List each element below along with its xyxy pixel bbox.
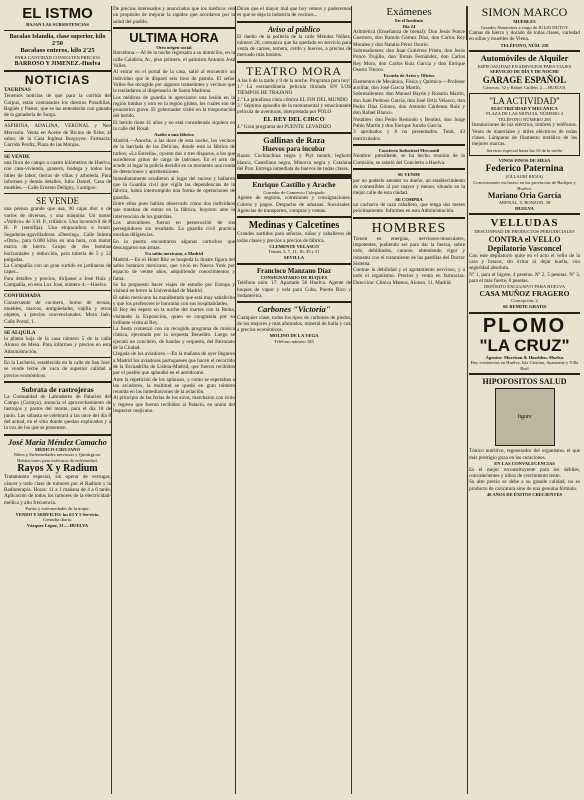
ad-gallinas-sub: Huevos para incubar — [262, 145, 326, 154]
ad-camas: Camas de hierro y dorado de todas clases, variedad en sillas y muebles de Viena. — [469, 30, 580, 43]
ad-la-actividad: "LA ACTIVIDAD" — [489, 95, 560, 106]
ad-plaza: PLAZA DE LAS MONJAS, NÚMERO 4 — [486, 111, 563, 117]
ad-garage-addr: Cánovas, 52 y Rafael Guillén, 2.—HUELVA — [483, 85, 566, 91]
heading-se-vende-1: SE VENDE — [4, 153, 30, 160]
ad-almacenes: Grandes Almacenes a cargo de JULIO DUTOY — [480, 24, 569, 30]
ad-garage: GARAGE ESPAÑOL — [482, 75, 567, 86]
text-teatro-1: 1.º La extraordinaria película titulada EN LOS TIEMPOS DE TRAJANO — [237, 84, 351, 97]
ad-depil-precio: Nº 1, para el bigote, 4 pesetas. Nº 2, 5 pesetas. Nº 3, para el más fuerte, 6 pesetas. — [469, 271, 580, 285]
text-teatro-intro: A las 6 de la tarde y 9 de la noche. Programa para hoy: — [237, 77, 351, 84]
ad-la-cruz: "LA CRUZ" — [479, 335, 570, 355]
text-asalto-5: En la puerta encontraron algunas cartuchos que descargaron sus armas. — [113, 238, 235, 251]
text-alquila: la planta baja de la casa número 5 de la calle Alonso de Mesa. Para informes y precios en esta Administración. — [4, 336, 111, 355]
ad-actividad-phone: TELÉFONO NÚMERO 285 — [498, 116, 551, 122]
ad-hombres-heading: HOMBRES — [371, 220, 447, 236]
ad-enrique-text: Agente de seguros, comisiones y consignaciones. Cobros y pagos. Despacho de aduanas. Sucursales: Agencias de transportes, compras y ventas. — [237, 195, 351, 214]
ad-vendo: VENDO Y SERVICIO: los 63 Y 5 Servicio. — [15, 511, 100, 517]
ad-gallinas-heading: Gallinas de Raza — [263, 134, 325, 145]
heading-subrata: Subrata de rastrojeras — [21, 384, 94, 394]
column-rule — [111, 6, 112, 794]
ad-carbones-phone: Teléfono número 185 — [274, 339, 314, 345]
ad-depil-text: Con este depilatorio quite en el acto el vello de la cara y brazos, sin irritar ni dejar huella, con seguridad absoluta. — [469, 252, 580, 272]
ad-casa-munoz: CASA MUÑOZ FRAGERO — [479, 288, 570, 298]
text-taurinas: Tenemos noticias de que para la corrida del Corpus, están contratados los diestros Posadillas, Bagüés y Pastor, que se las entenderán con ganado de la ganadería de Surga. — [4, 93, 111, 119]
ad-medinas-text: Grandes surtidos para señoras, niños y caballeros de todas clases y precios a precios de fábrica. — [237, 231, 351, 244]
ad-cantidad: PARA CANTIDAD CONSULTEN PRECIOS — [15, 55, 100, 61]
ad-huelva: HUELVA — [515, 205, 534, 211]
text-se-vende-c4: por no poderlo atender su dueño, un establecimiento de comestibles al por mayor y menor, situado en la mejor calle de esta ciudad. — [353, 177, 465, 197]
ad-convalecencias: EN LAS CONVALECENCIAS — [494, 461, 555, 467]
ad-francisco-role: CONSIGNATARIO DE BUQUES — [260, 274, 328, 280]
ad-enrique-role: Corredor de Comercio Colegiado — [263, 189, 325, 195]
text-se-compra: un cachorro de raza caballero, que tenga dos meses próximamente. Informes en esta Administración. — [353, 202, 465, 215]
text-concierto: Nombre: presidente, se ha hecho reunión de la Comisión, se asistió del Concierto a Huelva. — [353, 153, 465, 166]
text-asalto-3: Entre ellos pues habían observado cómo dos individuos que trataban de entrar en la fábrica, huyeron ante la intervención de los guardias. — [113, 200, 235, 220]
ad-vazquez-address: Vázquez López, 21.—HUELVA — [26, 522, 89, 528]
text-asalto-2: Inmediatamente acudieron al lugar del suceso y hallaron que la Guardia civil que vigila las dependencias de la fábrica, había interrumpido una forma de operaciones de guardia. — [113, 175, 235, 201]
heading-examenes: Exámenes — [386, 6, 432, 18]
ad-muebles: MUEBLES — [513, 19, 536, 24]
ad-federico-paternina: Federico Paternina — [485, 163, 564, 174]
ad-velludas-sub: DESCONFIAD DE PRODUCTOS PERJUDICIALES — [474, 229, 575, 235]
heading-taurinas: TAURINAS — [4, 87, 31, 93]
heading-se-vende-2: SE VENDE — [35, 196, 80, 207]
text-se-vende-2: una prensa grande que usa, 90 cajas dlor o de varios de diversos, y una máquina. Un motor «Voltico» de 3 H. P., trifásico. Una locomóvil de 8 H. P. (semifija). Una empacadora a brazo. Segadoras-agavilladoras «Deering». Calle Iniesta «Otro», para 6.000 kilos en una hora, con motor marca de hierro. Grupo de dos bombas horizontales y reducción, para tubería de 5 y 12 pulgadas. — [4, 206, 111, 263]
ad-servicio: SERVICIO DE DÍA Y DE NOCHE — [489, 69, 560, 75]
heading-escuela: Escuela de Artes y Oficios — [383, 73, 435, 79]
ad-existencias: Hay existencias en Huelva, Isla Cristina, Ayamonte y Villa Real — [470, 360, 579, 371]
subheading-otro-origen: Otro origen social — [156, 44, 192, 50]
ad-instalaciones: Instalaciones de luz eléctrica, timbres y teléfonos. Venta de materiales y útiles eléctricos de todas clases. Lámparas de filamento metálico de las mejores marcas. — [472, 122, 577, 148]
text-ultima-9: Llegada de los aviadores.—En la mañana de ayer llegaron a Madrid los aviadores portugueses que hacen el recorrido de la Escuadrilla de Lisboa-Madrid, que fueron recibidos por el pueblo que aplaudió en el aeródromo. — [113, 351, 235, 377]
ad-hombres-text: Tienen en energías, nerviosos-musculares, impotentes, pudiendo ser para dar la fuerza, sobre todo, debilitados, curarse, obteniendo vigor y robustez con el tratamiento de las pastillas del Doctor Sistema. — [353, 235, 465, 267]
column-rule — [351, 6, 352, 794]
ad-hipofositos-portrait — [495, 388, 555, 446]
text-exam-4: Sobresalientes: don Manuel Bayón y Rosario Martín, don Juan Pedroso García, don José Ortiz Velasco, don Pedro Díaz Gómez, don Antonio Cárdenas Ruíz y don Rafael Blanco. — [353, 91, 465, 117]
ad-barroso: BARROSO Y JIMENEZ.-Huelva — [14, 61, 101, 67]
heading-aviso: Aviso al público — [267, 24, 321, 34]
heading-dia: Día 24 — [402, 23, 416, 29]
ad-francisco-name: Francisco Manzano Díaz — [256, 266, 332, 275]
ad-hipo-text: Tónico nutritivo, regenerador del organismo, el que más prestigio goza en las curaciones. — [469, 448, 580, 461]
portrait-label: figure — [517, 414, 532, 421]
text-trasp: Para detalles y precios, diríjanse a José Ruíz y Compañía, en esta Lux José, número 4.—Huelva. — [4, 275, 111, 289]
ad-simon-marco: SIMON MARCO — [481, 6, 568, 19]
ad-velludas: VELLUDAS — [490, 217, 559, 230]
ad-rayos-text: Tratamiento especial, sin operar de verrugas, cáncer y todo clase de tumores por el Radium y la Radioterapia. Horas: 11 a 1 mañana de 4 a 6 tarde. Aplicación de todos los tumores de la electricidad-médica y alto frecuencia. — [4, 474, 111, 506]
subheading-asalto: Asalto a una fábrica — [154, 132, 194, 138]
ad-sevilla: SEVILLA — [283, 255, 305, 261]
ad-jose-spec: Niños y Enfermedades nerviosas y Quirúrgicas. Habitaciones para enfermos de enfermedad. — [13, 452, 102, 463]
ad-hombres-text-2: Contrae la debilidad y el agotamiento nervioso, y a todo el organismo. Precios y venta en farmacias. Dirección: Clínica Mateos, Alonso, 11, Madrid. — [353, 267, 465, 286]
ad-conv-text-2: Su alto precio se debe a su grande calidad, no es producto de caricatura sino de una genuina fórmula. — [469, 479, 580, 492]
ad-partos: Partos y enfermedades de la mujer. — [25, 505, 90, 511]
ad-ollauri: (OLLAURI RIOJA) — [505, 174, 544, 180]
ad-simon-phone: TELÉFONO, NÚM. 258 — [500, 42, 549, 48]
ad-automoviles-sub: ESPECIALIDAD EN SERVICIOS PARA VIAJES — [477, 63, 572, 69]
section-ultima-hora: ULTIMA HORA — [129, 29, 219, 45]
ad-carbones-text: Cualquier clase, todos los tipos de carbones de piedra, de los mejores y más afamados, mineral de hulla y cok a precios económicos. — [237, 314, 351, 334]
text-ultima-3: Los médicos de guardia le apreciaron una lesión en la región lumbar y otro en la región glútea, los cuales son de pronóstico grave. El gobernador visitó en la trasportación del herido. — [113, 94, 235, 120]
text-ultima-11: Al principio de las ferias de los sicos, marcharon con éxito y regreso que fueron recibidos al Palacio, en unión del inspector mejicano. — [113, 395, 235, 414]
ad-enrique-name: Enrique Castillo y Arache — [252, 180, 336, 190]
text-ultima-1: Barcelona.—Al de la noche regresaba a su domicilio, en la calle Calabria, Ac, piso primero, el palmista Antonio José Valles. — [113, 50, 235, 70]
text-teatro-film: EL REY DEL CIRCO — [263, 115, 325, 123]
ad-francisco-text: Teléfono núm. 17. Apartado 56 Huelva. Agente de buques de vapor y vela para Cuba, Puerto Rico y Sudamérica. — [237, 280, 351, 299]
heading-instituto: En el Instituto — [394, 18, 424, 23]
text-ultima-8: La fiesta comenzó con un recogido programa de música clásica, ejecutada por la orquesta Benedito. Luego se ejecutó un concierto, de bandas y orquesta, del Patronato de la Ciudad. — [113, 326, 235, 352]
ad-clemente: CLEMENTE VELASCO — [269, 243, 319, 249]
column-rule — [467, 6, 468, 794]
section-noticias: NOTICIAS — [24, 73, 91, 87]
text-teatro-3: 3.º Séptimo episodio de la monumental y emocionante película de aventuras, interpretada por POLO — [237, 102, 351, 116]
text-subrata: La Comunidad de Labradores de Palacios del Campo (Cartaya), anuncia el aprovechamiento de rastrojos y pastos del monte, para el día 18 de junio. Las subasta se celebrará a las once del día 8 del actual, en el sitio donde quedan explicados y a la voz de los que se presenten. — [4, 393, 111, 432]
ad-concesionario: Concesionario exclusivo en las provincias de Badajoz y Huelva: — [473, 179, 576, 191]
text-asalto-1: Madrid.—Anoche, a las doce de esta noche, los vecinos de la barriada de las Delicias, donde está la fábrica de turbos, «La Estrella», oyeron dos o tres disparos, a los que sucedieron gritos de carga de ladrones. En el acto de acudir al lugar la policía decidió en su momento una ronda de detenciones y aprehensiones. — [113, 137, 235, 176]
ad-jose-mendez-name: José María Méndez Camacho — [8, 437, 107, 447]
ad-plomo: PLOMO — [482, 314, 567, 337]
text-se-vende-1: una finca de campo a cuatro kilómetros de Huelva, con casa-vivienda, granero, bodega y todos los útiles de labor, tierras de viñas y arboleda. Para informes y demás detalles, Julio Daniel, Casa de muebles.—Calle Ernesto Deligny, 3 antiguo. — [4, 159, 111, 192]
ad-hipofositos: HIPOFOSITOS SALUD — [482, 377, 567, 387]
text-ultima-7: El Rey les espera en la noche del martes con la Reina, visitando la Exposición, quien se congratula por su brillante visita al Rey. — [113, 307, 235, 326]
heading-confirmada: CONFIRMADA — [4, 293, 41, 300]
ad-consulta: Consulta diaria. — [42, 517, 73, 523]
text-intro-col3: Dicen que el mayor mal que hoy vemos y padecemos es que se deja la industria de vecinos... — [237, 6, 351, 19]
ad-servicio-2: Servicio especial hasta las 10 de la noche — [486, 147, 563, 153]
ad-certifica: SE REMITE GRATIS — [502, 304, 547, 310]
text-teatro-4: 4.º Gran programa del PUENTE LEVADIZO — [237, 123, 331, 130]
text-exam-1: Aritmética (Enseñanza de bienal): Don Jesús Ponce Guerrero, don Ramón Gómez Díaz, don Carlos Rey Morales y don Natalio Pérez Osorio. — [353, 29, 465, 48]
ad-contra-vello: CONTRA el VELLO — [488, 234, 561, 244]
ad-automoviles: Automóviles de Alquiler — [480, 53, 569, 64]
heading-concierto: Concierto Industrial Mercantil — [378, 147, 440, 153]
subheading-sabio: Un sabio mexicano, a Madrid — [145, 251, 203, 257]
text-ultima-4: El herido tiene 41 años y no está considerado siquiera en la calle del Rosal. — [113, 119, 235, 133]
ad-agentes: Agentes: Morrison & Haselden.-Huelva — [485, 354, 564, 360]
ad-carbones-addr: MOLINO DE LA VEGA — [269, 333, 319, 339]
text-asalto-4: Los atracadores fueron en persecución de sus perseguidores sin resultado. La guardia civil practica muchas diligencias. — [113, 219, 235, 239]
ad-deposito: DEPÓSITO EXCLUSIVO PARA HUELVA — [483, 284, 566, 290]
ad-carbones-heading: Carbones "Victoria" — [257, 304, 331, 315]
column-4-examenes — [353, 6, 465, 794]
text-ultima-6: El sabio mexicano ha manifestado que está muy satisfecho y que los profesores le honrarán con sus hospitalidades. — [113, 294, 235, 307]
text-lujo: La Compañía con un gran surtido en jardineras de capes... — [4, 263, 111, 276]
ad-jose-role: MÉDICO-CIRUJANO — [34, 446, 81, 452]
ad-vinos-heading: VINOS FINOS DE MESA — [498, 158, 551, 164]
text-teatro-2: 2.º La grandiosa cinta cómica EL FIN DEL MUNDO — [237, 96, 348, 103]
ad-rayos-heading: Rayos X y Radium — [17, 463, 98, 475]
text-sabio: Madrid.—En el Hotel Ritz se hospeda la ilustre figura del sabio botánico mexicano, que vivió en Nueva York por espacio de veinte años, adquiriendo conocimientos y fama. — [113, 256, 235, 282]
ad-bacalao-1: Bacalao Islandia, clase superior, kilo 2'50 — [9, 32, 106, 47]
column-3 — [237, 6, 351, 794]
column-1 — [4, 6, 111, 794]
text-lechero: En la Lechería, establecida en la calle de San José, se vende leche de vaca de superior calidad a precios económicos. — [4, 359, 111, 379]
column-4-ads — [469, 6, 580, 794]
text-exam-3: Elementos de Mecánica, Física y Química.—Profesor auxiliar, don José García Martín. — [353, 78, 465, 92]
text-ultima-5: Se ha propuesto hacer viajes de estudio por Europa y visitará en breve la Universidad de Madrid. — [113, 282, 235, 295]
heading-se-vende-c4: SE VENDE — [397, 172, 421, 178]
heading-alquila: SE ALQUILA — [4, 329, 36, 336]
text-exam-5: Notables: don Pedro Redondo y Benítez, don Jorge Pablo Martín y don Enrique Jurado García. — [353, 116, 465, 129]
text-exam-6: 3 aprobados y 8 no presentados. Total, 43 matriculados. — [353, 129, 465, 142]
ad-conv-text: Es el mejor reconstituyente para los débiles, convalecientes y niños de crecimiento lento. — [469, 466, 580, 479]
text-aviso: El dueño de la pollería de la calle Méndez Núñez, número 20, comunica que ha quedado en servicio para venta de carnes, ternera, cerdo y huevos, a precios de mercado más baratos. — [237, 33, 351, 59]
heading-se-compra: SE COMPRA — [395, 196, 423, 202]
ad-concepcion: Concepción, 2 — [511, 298, 538, 304]
ad-clemente-addr: Tetuán, 5, 7, 11, 16, 35 y 21 — [268, 249, 320, 255]
text-confirmada: Consecuente de cocinero, horno de recuas, muebles, marcos, antigüedades, vajilla y otros objetos, a precios convencionales. Mora Jaén, Calle Portal, 1. — [4, 299, 111, 325]
text-exam-2: Sobresalientes: don Juan Gutiérrez Prieto, don Jesús Ponce Trujillo, don Tomás Fernández, don Carlos Rey Mora, don Carlos Ruiz García y don Enrique Osorio Tinoco. — [353, 48, 465, 73]
ad-el-istmo-title: EL ISTMO — [22, 6, 93, 22]
column-2 — [113, 6, 235, 794]
ad-arenal: ARENAL, 9, BONZON, 38 — [498, 200, 551, 206]
ad-gallinas-text: Razas: Cochinchina negra y Plyt mouth, leghorn blanca, Castellana negra, Minorca negra y Catalana del Prat. Entrega inmediata de huevos de todas clases. — [237, 153, 351, 172]
ad-mariano-oria: Mariano Oria García — [487, 191, 562, 201]
text-intro-col2: De precios interesados y anunciados que los médicos ven un propósito de mejorar la rapidez que acordaron por la salud del pueblo. — [113, 6, 235, 25]
text-ultima-2: Al entrar en el portal de la casa, salió al encuentro un individuo que le disparó seis tiros de pistola. El señor Valles fue recogido por algunos transeúntes y vecinos que le trasladaron al dispensario de Santa Madrona. — [113, 69, 235, 95]
ad-bacalao-2: Bacalaos enteros, kilo 2'25 — [20, 47, 95, 55]
ad-depilatorio: Depilatorio Vasconcel — [487, 243, 562, 253]
text-ultima-10: Ante la repetición de los aplausos, y como se esperaban a los aviadores, la multitud se quedó en gran número reunida en las inmediaciones de la aviación. — [113, 376, 235, 396]
ad-anos: 40 AÑOS DE ÉXITOS CRECIENTES — [486, 491, 563, 497]
heading-teatro-mora: TEATRO MORA — [245, 63, 342, 78]
ad-istmo-subtitle: BAJAN LAS SUBSISTENCIAS — [26, 22, 89, 27]
ad-medinas-heading: Medinas y Calcetines — [248, 220, 340, 232]
ad-aspirina: ASPIRINA, ADALINA, VERONAL y Neo Mercurio. Venta en Aceite de Ricino de fiche, al sabor, de la Casa Inglesa Burgoyne. Farmacia: Garrido Perdiz, Plaza de las Monjas. — [4, 123, 111, 149]
ad-electricidad: ELECTRICIDAD Y MECÁNICA — [491, 105, 558, 111]
column-rule — [235, 6, 236, 794]
